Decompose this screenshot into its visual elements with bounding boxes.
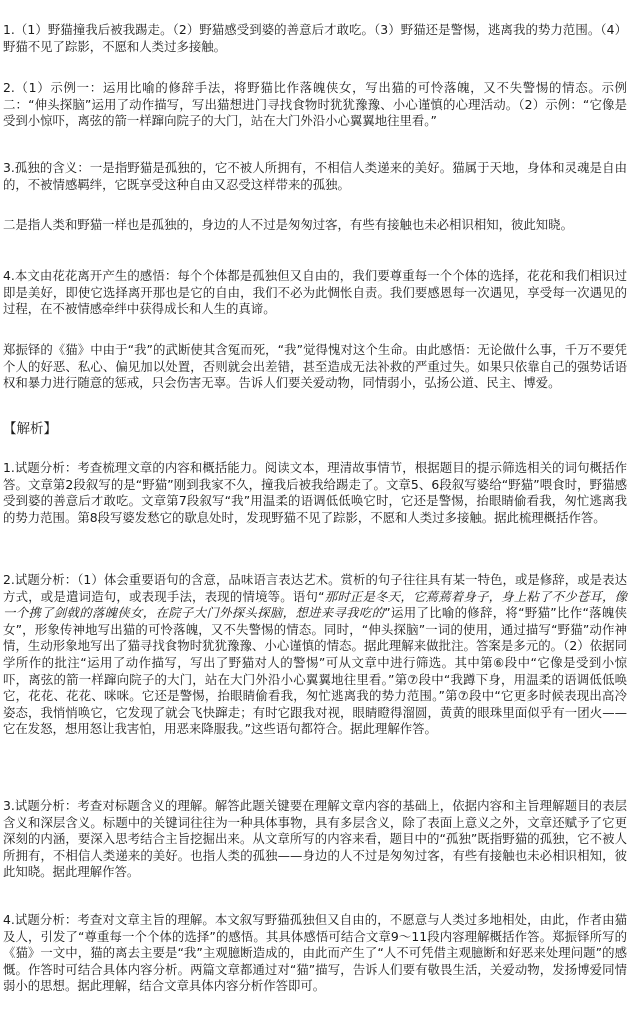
answer-2: 2.（1）示例一：运用比喻的修辞手法，将野猫比作落魄侠女，写出猫的可怜落魄，又不失警惕的情态。示例二：“伸头探脑”运用了动作描写，写出猫想进门寻找食物时犹犹豫豫、小心谨慎的心理活动。（2）示例：“它像是受到小惊吓，离弦的箭一样蹿向院子的大门，站在大门外沿小心翼翼地往里看。” <box>3 80 627 129</box>
analysis-3: 3.试题分析：考查对标题含义的理解。解答此题关键要在理解文章内容的基础上，依据内容和主旨理解题目的表层含义和深层含义。标题中的关键词往往为一种具体事物，具有多层含义，除了表面上意义之外，文章还赋予了它更深刻的内涵，要深入思考结合主旨挖掘出来。从文章所写的内容来看，题目中的“孤独”既指野猫的孤独，它不被人所拥有，不相信人类递来的美好。也指人类的孤独——身边的人不过是匆匆过客，有些有接触也未必相识相知，彼此知晓。据此理解作答。 <box>3 798 627 880</box>
answer-3: 3.孤独的含义：一是指野猫是孤独的，它不被人所拥有，不相信人类递来的美好。猫属于天地，身体和灵魂是自由的，不被情感羁绊，它既享受这种自由又忍受这样带来的孤独。 <box>3 160 627 192</box>
analysis-2-rest: ”运用了比喻的修辞，将“野猫”比作“落魄侠女”，形象传神地写出猫的可怜落魄，又不失警惕的情态。同时，“伸头探脑”一词的使用，通过描写“野猫”动作神情，生动形象地写出了猫寻找食物时犹犹豫豫、小心谨慎的情态。据此理解来做批注。答案是多元的。（2）依据同学所作的批注“运用了动作描写，写出了野猫对人的警惕”可从文章中进行筛选。其中第⑥段中“它像是受到小惊吓，离弦的箭一样蹿向院子的大门，站在大门外沿小心翼翼地往里看。”第⑦段中“我蹲下身，用温柔的语调低低唤它，花花、花花、咪咪。它还是警惕，抬眼睛偷看我，匆忙逃离我的势力范围。”第⑦段中“它更多时候表现出高冷姿态，我悄悄唤它，它发现了就会飞快蹿走；有时它跟我对视，眼睛瞪得溜圆，黄黄的眼珠里面似乎有一团火——它在发怒，想用怒让我害怕，用恶来降服我。”这些语句都符合。据此理解作答。 <box>3 605 627 737</box>
analysis-1: 1.试题分析：考查梳理文章的内容和概括能力。阅读文本，理清故事情节，根据题目的提示筛选相关的词句概括作答。文章第2段叙写的是“野猫”刚到我家不久，撞我后被我给踢走了。文章5、6段叙写婆给“野猫”喂食时，野猫感受到婆的善意后才敢吃。文章第7段叙写“我”用温柔的语调低低唤它时，它还是警惕，抬眼睛偷看我，匆忙逃离我的势力范围。第8段写婆发愁它的歇息处时，发现野猫不见了踪影，不愿和人类过多接触。据此梳理概括作答。 <box>3 460 627 525</box>
analysis-2-quote: 那时正是冬天，它蔫蔫着身子，身上粘了不少苍耳，像一个携了剑戟的落魄侠女，在院子大门外探头探脑，想进来寻我吃的 <box>3 588 628 621</box>
analysis-heading: 【解析】 <box>3 421 57 437</box>
answer-3-part2: 二是指人类和野猫一样也是孤独的，身边的人不过是匆匆过客，有些有接触也未必相识相知，彼此知晓。 <box>3 217 573 232</box>
answer-4-extension: 郑振铎的《猫》中由于“我”的武断使其含冤而死，“我”觉得愧对这个生命。由此感悟：无论做什么事，千万不要凭个人的好恶、私心、偏见加以处置，否则就会出差错，甚至造成无法补救的严重过失。如果只依靠自己的强势话语权和暴力进行随意的惩戒，只会伤害无辜。告诉人们要关爱动物，同情弱小，弘扬公道、民主、博爱。 <box>3 342 627 391</box>
analysis-4: 4.试题分析：考查对文章主旨的理解。本文叙写野猫孤独但又自由的，不愿意与人类过多地相处，由此，作者由猫及人，引发了“尊重每一个个体的选择”的感悟。其具体感悟可结合文章9～11段内容理解概括作答。郑振铎所写的《猫》一文中，猫的离去主要是“我”主观臆断造成的，由此而产生了“人不可凭借主观臆断和好恶来处理问题”的感慨。作答时可结合具体内容分析。两篇文章都通过对“猫”描写，告诉人们要有敬畏生活，关爱动物，发扬博爱同情弱小的思想。据此理解，结合文章具体内容分析作答即可。 <box>3 912 627 994</box>
answer-4: 4.本文由花花离开产生的感悟：每个个体都是孤独但又自由的，我们要尊重每一个个体的选择，花花和我们相识过即是美好，即使它选择离开那也是它的自由，我们不必为此惆怅自责。我们要感恩每一次遇见，享受每一次遇见的过程，在不被情感牵绊中获得成长和人生的真谛。 <box>3 268 627 317</box>
analysis-2 <box>3 572 627 738</box>
answer-1: 1.（1）野猫撞我后被我踢走。（2）野猫感受到婆的善意后才敢吃。（3）野猫还是警惕，逃离我的势力范围。（4）野猫不见了踪影，不愿和人类过多接触。 <box>3 22 627 54</box>
analysis-2-lead: 2.试题分析：（1）体会重要语句的含意，品味语言表达艺术。赏析的句子往往具有某一特色，或是修辞，或是表达方式，或是遣词造句，或表现手法，表现的情境等。语句“ <box>3 572 627 604</box>
